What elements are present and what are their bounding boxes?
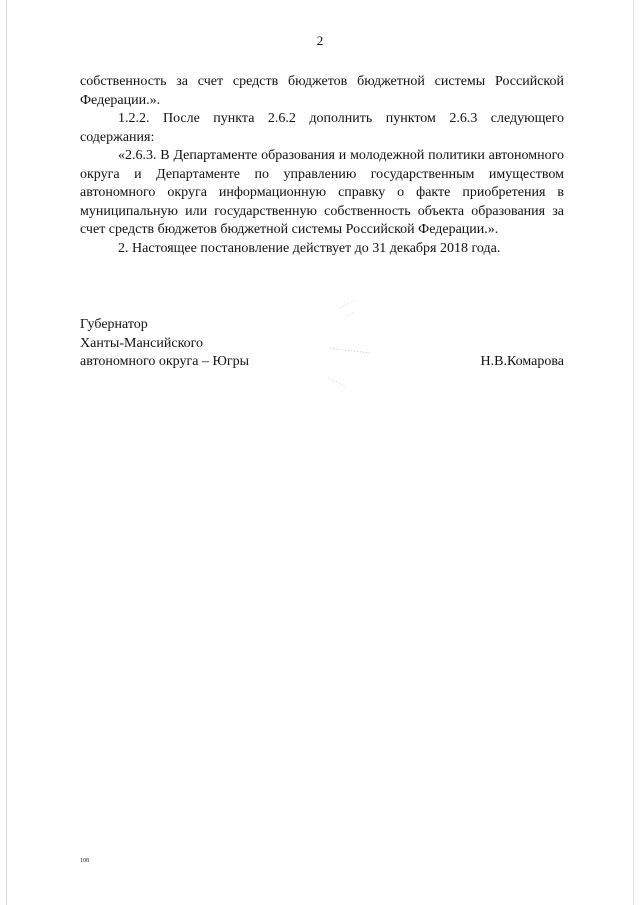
- document-body: [80, 73, 564, 258]
- signer-title-line: автономного округа – Югры: [80, 354, 249, 369]
- signer-name: Н.В.Комарова: [480, 354, 564, 369]
- page-number: 2: [316, 33, 324, 48]
- scan-edge-right: [633, 0, 634, 905]
- signer-title-line: Ханты-Мансийского: [80, 335, 204, 351]
- paragraph-continuation: собственность за счет средств бюджетов бюджетной системы Российской Федерации.».: [80, 74, 564, 108]
- paragraph-1-2-2: 1.2.2. После пункта 2.6.2 дополнить пунктом 2.6.3 следующего содержания:: [80, 111, 564, 145]
- paragraph-2-6-3: «2.6.3. В Департаменте образования и молодежной политики автономного округа и Департаменте по управлению государственным имуществом автономного округа информационную справку о факте приобретения в муниципальную или государственную собственность объекта образования за счет средств бюджетов бюджетной системы Российской Федерации.».: [80, 148, 564, 237]
- signature-block: [80, 316, 249, 372]
- footer-code: 108: [80, 858, 89, 864]
- faint-signature-mark: [320, 296, 380, 396]
- paragraph-2: 2. Настоящее постановление действует до 31 декабря 2018 года.: [118, 240, 501, 256]
- signer-title-line: Губернатор: [80, 317, 148, 332]
- scan-edge-left: [6, 0, 7, 905]
